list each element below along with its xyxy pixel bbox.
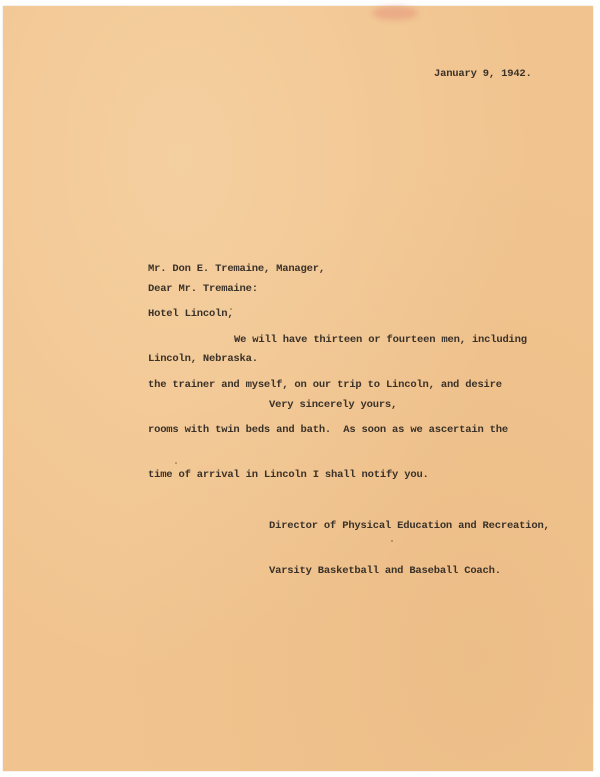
address-line: Mr. Don E. Tremaine, Manager,: [148, 263, 325, 275]
paper-stain: [372, 6, 418, 20]
paper-speck: [391, 540, 393, 542]
paper-speck: [175, 462, 177, 464]
address-line: Hotel Lincoln,: [148, 308, 234, 320]
closing: Very sincerely yours,: [269, 399, 398, 411]
paper-speck: [230, 308, 232, 310]
body-line: time of arrival in Lincoln I shall notify you.: [148, 469, 429, 481]
signature-line: Director of Physical Education and Recreation,: [269, 520, 550, 532]
signature-block: [269, 489, 550, 609]
body-line: rooms with twin beds and bath. As soon as we ascertain the: [148, 424, 508, 436]
body-line: the trainer and myself, on our trip to Lincoln, and desire: [148, 379, 502, 391]
body-line: We will have thirteen or fourteen men, including: [234, 334, 527, 346]
letter-date: January 9, 1942.: [434, 68, 532, 80]
signature-line: Varsity Basketball and Baseball Coach.: [269, 565, 501, 577]
salutation: Dear Mr. Tremaine:: [148, 283, 258, 295]
address-line: Lincoln, Nebraska.: [148, 353, 258, 365]
